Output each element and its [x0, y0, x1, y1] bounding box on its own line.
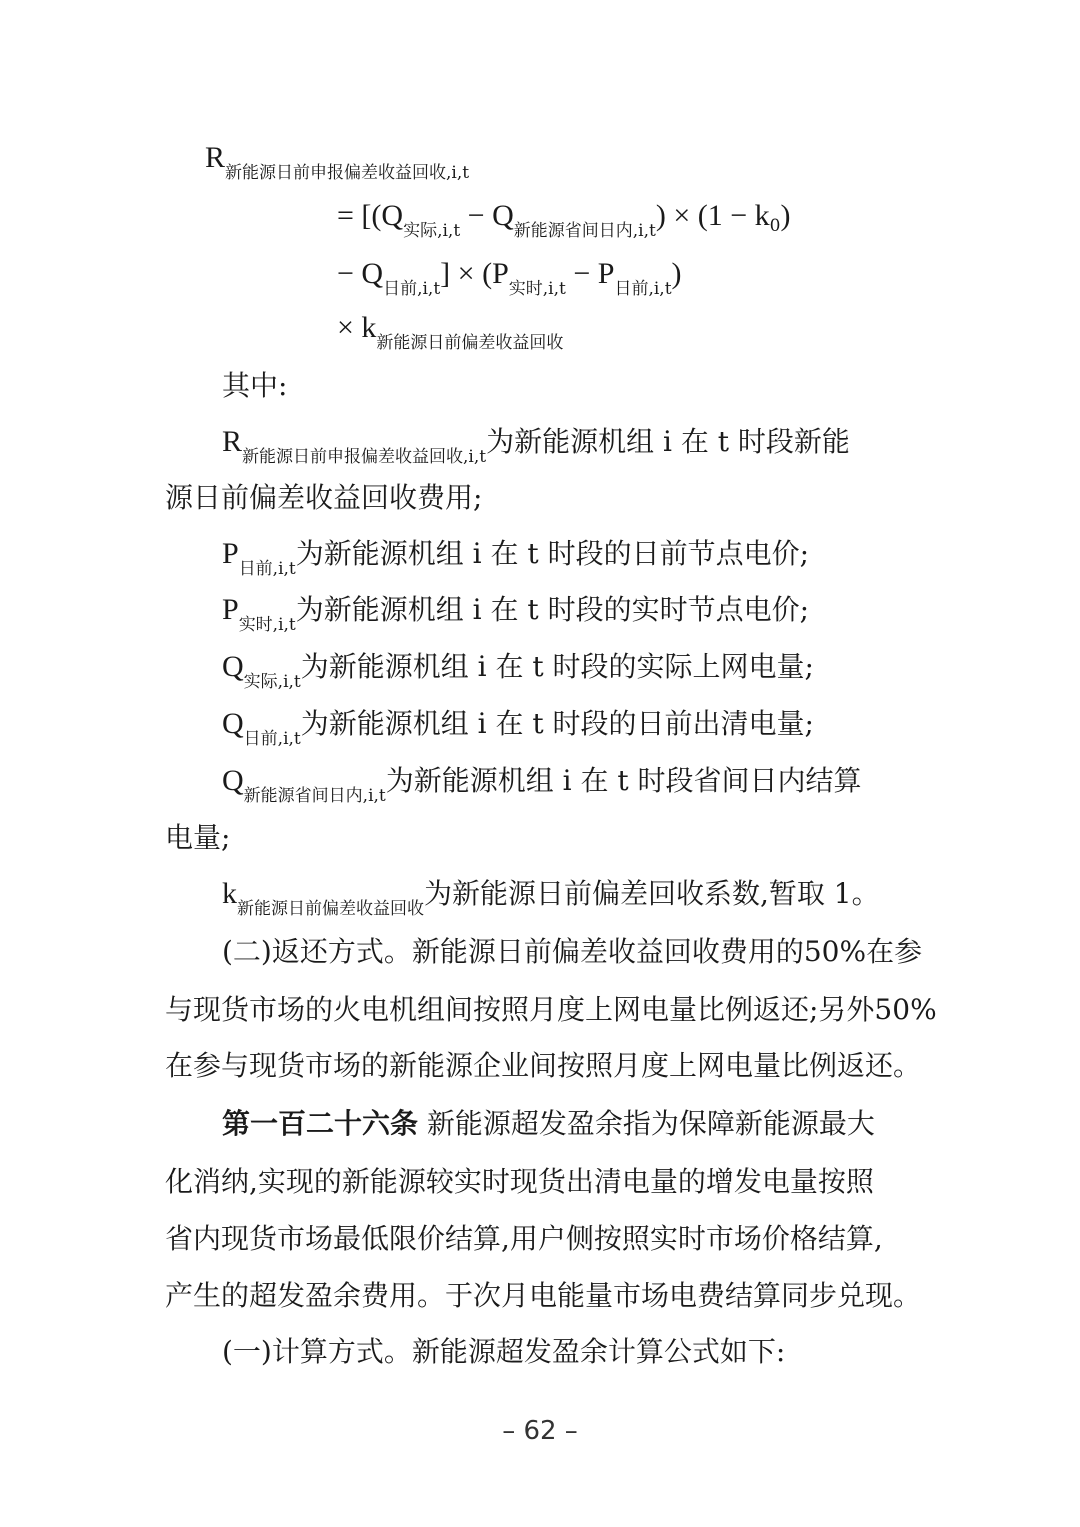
def-q-cont: 电量; [165, 821, 231, 854]
para-return-line-1: (二)返还方式。新能源日前偏差收益回收费用的50%在参 [222, 935, 923, 968]
def-q-interprov-symbol: Q [222, 764, 244, 797]
article-line-3: 省内现货市场最低限价结算,用户侧按照实时市场价格结算, [165, 1222, 883, 1255]
where-label: 其中: [222, 369, 288, 402]
def-q-interprov-text: 为新能源机组 i 在 t 时段省间日内结算 [385, 764, 862, 797]
def-p-realtime [222, 590, 809, 634]
def-q-dayahead [222, 704, 814, 748]
formula-sub-realtime: 实时,i,t [508, 279, 566, 299]
def-r-text: 为新能源机组 i 在 t 时段新能 [486, 425, 850, 458]
article-line-1 [222, 1104, 875, 1144]
def-r-cont: 源日前偏差收益回收费用; [165, 481, 483, 514]
formula-times-p: ] × (P [440, 257, 509, 290]
formula-eq-open: = [(Q [337, 199, 404, 232]
formula-k0-close: ) [780, 199, 791, 232]
def-r-subscript: 新能源日前申报偏差收益回收,i,t [242, 447, 487, 467]
def-p-realtime-symbol: P [222, 593, 239, 626]
def-p-dayahead-subscript: 日前,i,t [238, 559, 296, 579]
def-q-dayahead-text: 为新能源机组 i 在 t 时段的日前出清电量; [300, 707, 814, 740]
formula-times-k: × k [337, 311, 377, 344]
formula-minus-q2: − Q [337, 257, 384, 290]
para-return-line-3: 在参与现货市场的新能源企业间按照月度上网电量比例返还。 [165, 1049, 922, 1082]
article-line-4: 产生的超发盈余费用。于次月电能量市场电费结算同步兑现。 [165, 1279, 922, 1312]
formula-k0-sub: 0 [769, 216, 781, 236]
formula-minus-p: − P [565, 257, 615, 290]
def-k-subscript: 新能源日前偏差收益回收 [237, 899, 424, 919]
formula-r-symbol: R [205, 141, 226, 174]
article-line-2: 化消纳,实现的新能源较实时现货出清电量的增发电量按照 [165, 1165, 874, 1198]
def-r [222, 422, 850, 466]
article-text-1: 新能源超发盈余指为保障新能源最大 [418, 1107, 875, 1140]
def-q-interprov-subscript: 新能源省间日内,i,t [243, 786, 386, 806]
def-p-realtime-text: 为新能源机组 i 在 t 时段的实时节点电价; [295, 593, 810, 626]
def-p-dayahead-symbol: P [222, 537, 239, 570]
formula-r-subscript: 新能源日前申报偏差收益回收,i,t [225, 163, 470, 183]
def-r-symbol: R [222, 425, 243, 458]
def-q-interprov [222, 761, 862, 805]
page-number: – 62 – [502, 1416, 578, 1446]
def-q-dayahead-symbol: Q [222, 707, 244, 740]
formula-k-subscript: 新能源日前偏差收益回收 [376, 333, 564, 353]
def-k-text: 为新能源日前偏差回收系数,暂取 1。 [424, 877, 880, 910]
formula-sub-actual: 实际,i,t [403, 221, 461, 241]
formula-line-1 [205, 138, 469, 182]
formula-line-3 [337, 254, 682, 298]
def-p-realtime-subscript: 实时,i,t [238, 615, 296, 635]
formula-sub-interprov: 新能源省间日内,i,t [513, 221, 656, 241]
def-q-actual-text: 为新能源机组 i 在 t 时段的实际上网电量; [300, 650, 814, 683]
def-q-actual-symbol: Q [222, 650, 244, 683]
def-k [222, 874, 880, 918]
def-q-dayahead-subscript: 日前,i,t [243, 729, 301, 749]
calc-method-heading: (一)计算方式。新能源超发盈余计算公式如下: [222, 1335, 786, 1368]
article-title: 第一百二十六条 [222, 1107, 419, 1140]
formula-close-paren: ) [671, 257, 682, 290]
formula-minus-q: − Q [460, 199, 514, 232]
def-q-actual [222, 647, 814, 691]
formula-times-k0: ) × (1 − k [655, 199, 770, 232]
formula-line-2 [337, 196, 790, 240]
formula-sub-dayahead-p: 日前,i,t [614, 279, 672, 299]
def-p-dayahead-text: 为新能源机组 i 在 t 时段的日前节点电价; [295, 537, 810, 570]
formula-line-4 [337, 308, 563, 352]
def-k-symbol: k [222, 877, 237, 910]
def-p-dayahead [222, 534, 809, 578]
formula-sub-dayahead: 日前,i,t [383, 279, 441, 299]
para-return-line-2: 与现货市场的火电机组间按照月度上网电量比例返还;另外50% [165, 993, 937, 1026]
def-q-actual-subscript: 实际,i,t [243, 672, 301, 692]
